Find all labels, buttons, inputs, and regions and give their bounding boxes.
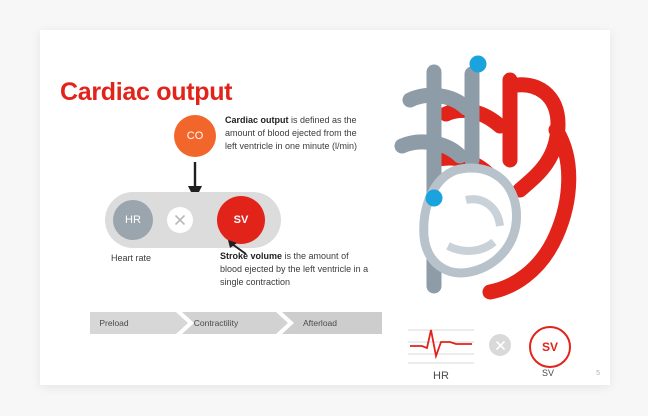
co-node-label: CO: [186, 130, 204, 142]
multiply-icon: [174, 214, 186, 226]
sv-description-lead: Stroke volume: [220, 251, 283, 261]
blue-dot-marker-middle: [426, 190, 443, 207]
blue-dot-marker-top: [470, 56, 487, 73]
hr-node: [113, 200, 153, 240]
process-step-contractility[interactable]: Contractility: [193, 318, 239, 328]
legend-sv-ring: [529, 326, 571, 368]
sv-node: [217, 196, 265, 244]
process-step-preload[interactable]: Preload: [99, 318, 129, 328]
anatomical-heart-illustration: [360, 50, 595, 320]
hr-node-label: HR: [125, 214, 141, 226]
co-node: [174, 115, 216, 157]
multiply-icon: [495, 340, 506, 351]
hr-inline-caption: Heart rate: [111, 253, 152, 263]
ecg-waveform-icon: [408, 322, 474, 364]
sv-node-label: SV: [233, 214, 249, 226]
legend-sv-ring-label: SV: [541, 340, 558, 354]
sv-description: [220, 250, 370, 289]
legend-sv-caption: SV: [541, 368, 554, 378]
multiply-operator-badge: [167, 207, 193, 233]
process-step-afterload[interactable]: Afterload: [302, 318, 338, 328]
co-description-lead: Cardiac output: [225, 115, 289, 125]
slide-card: [40, 30, 610, 385]
legend-hr-caption: HR: [433, 370, 449, 382]
page-title: Cardiac output: [60, 78, 233, 106]
co-description: [225, 114, 365, 153]
page-number: 5: [596, 370, 600, 377]
sv-description-rest: is the amount of blood ejected by the left ventricle in a single contraction: [220, 251, 369, 288]
legend-multiply-badge: [489, 334, 511, 356]
co-description-rest: is defined as the amount of blood ejected from the left ventricle in one minute (l/min): [225, 115, 358, 152]
